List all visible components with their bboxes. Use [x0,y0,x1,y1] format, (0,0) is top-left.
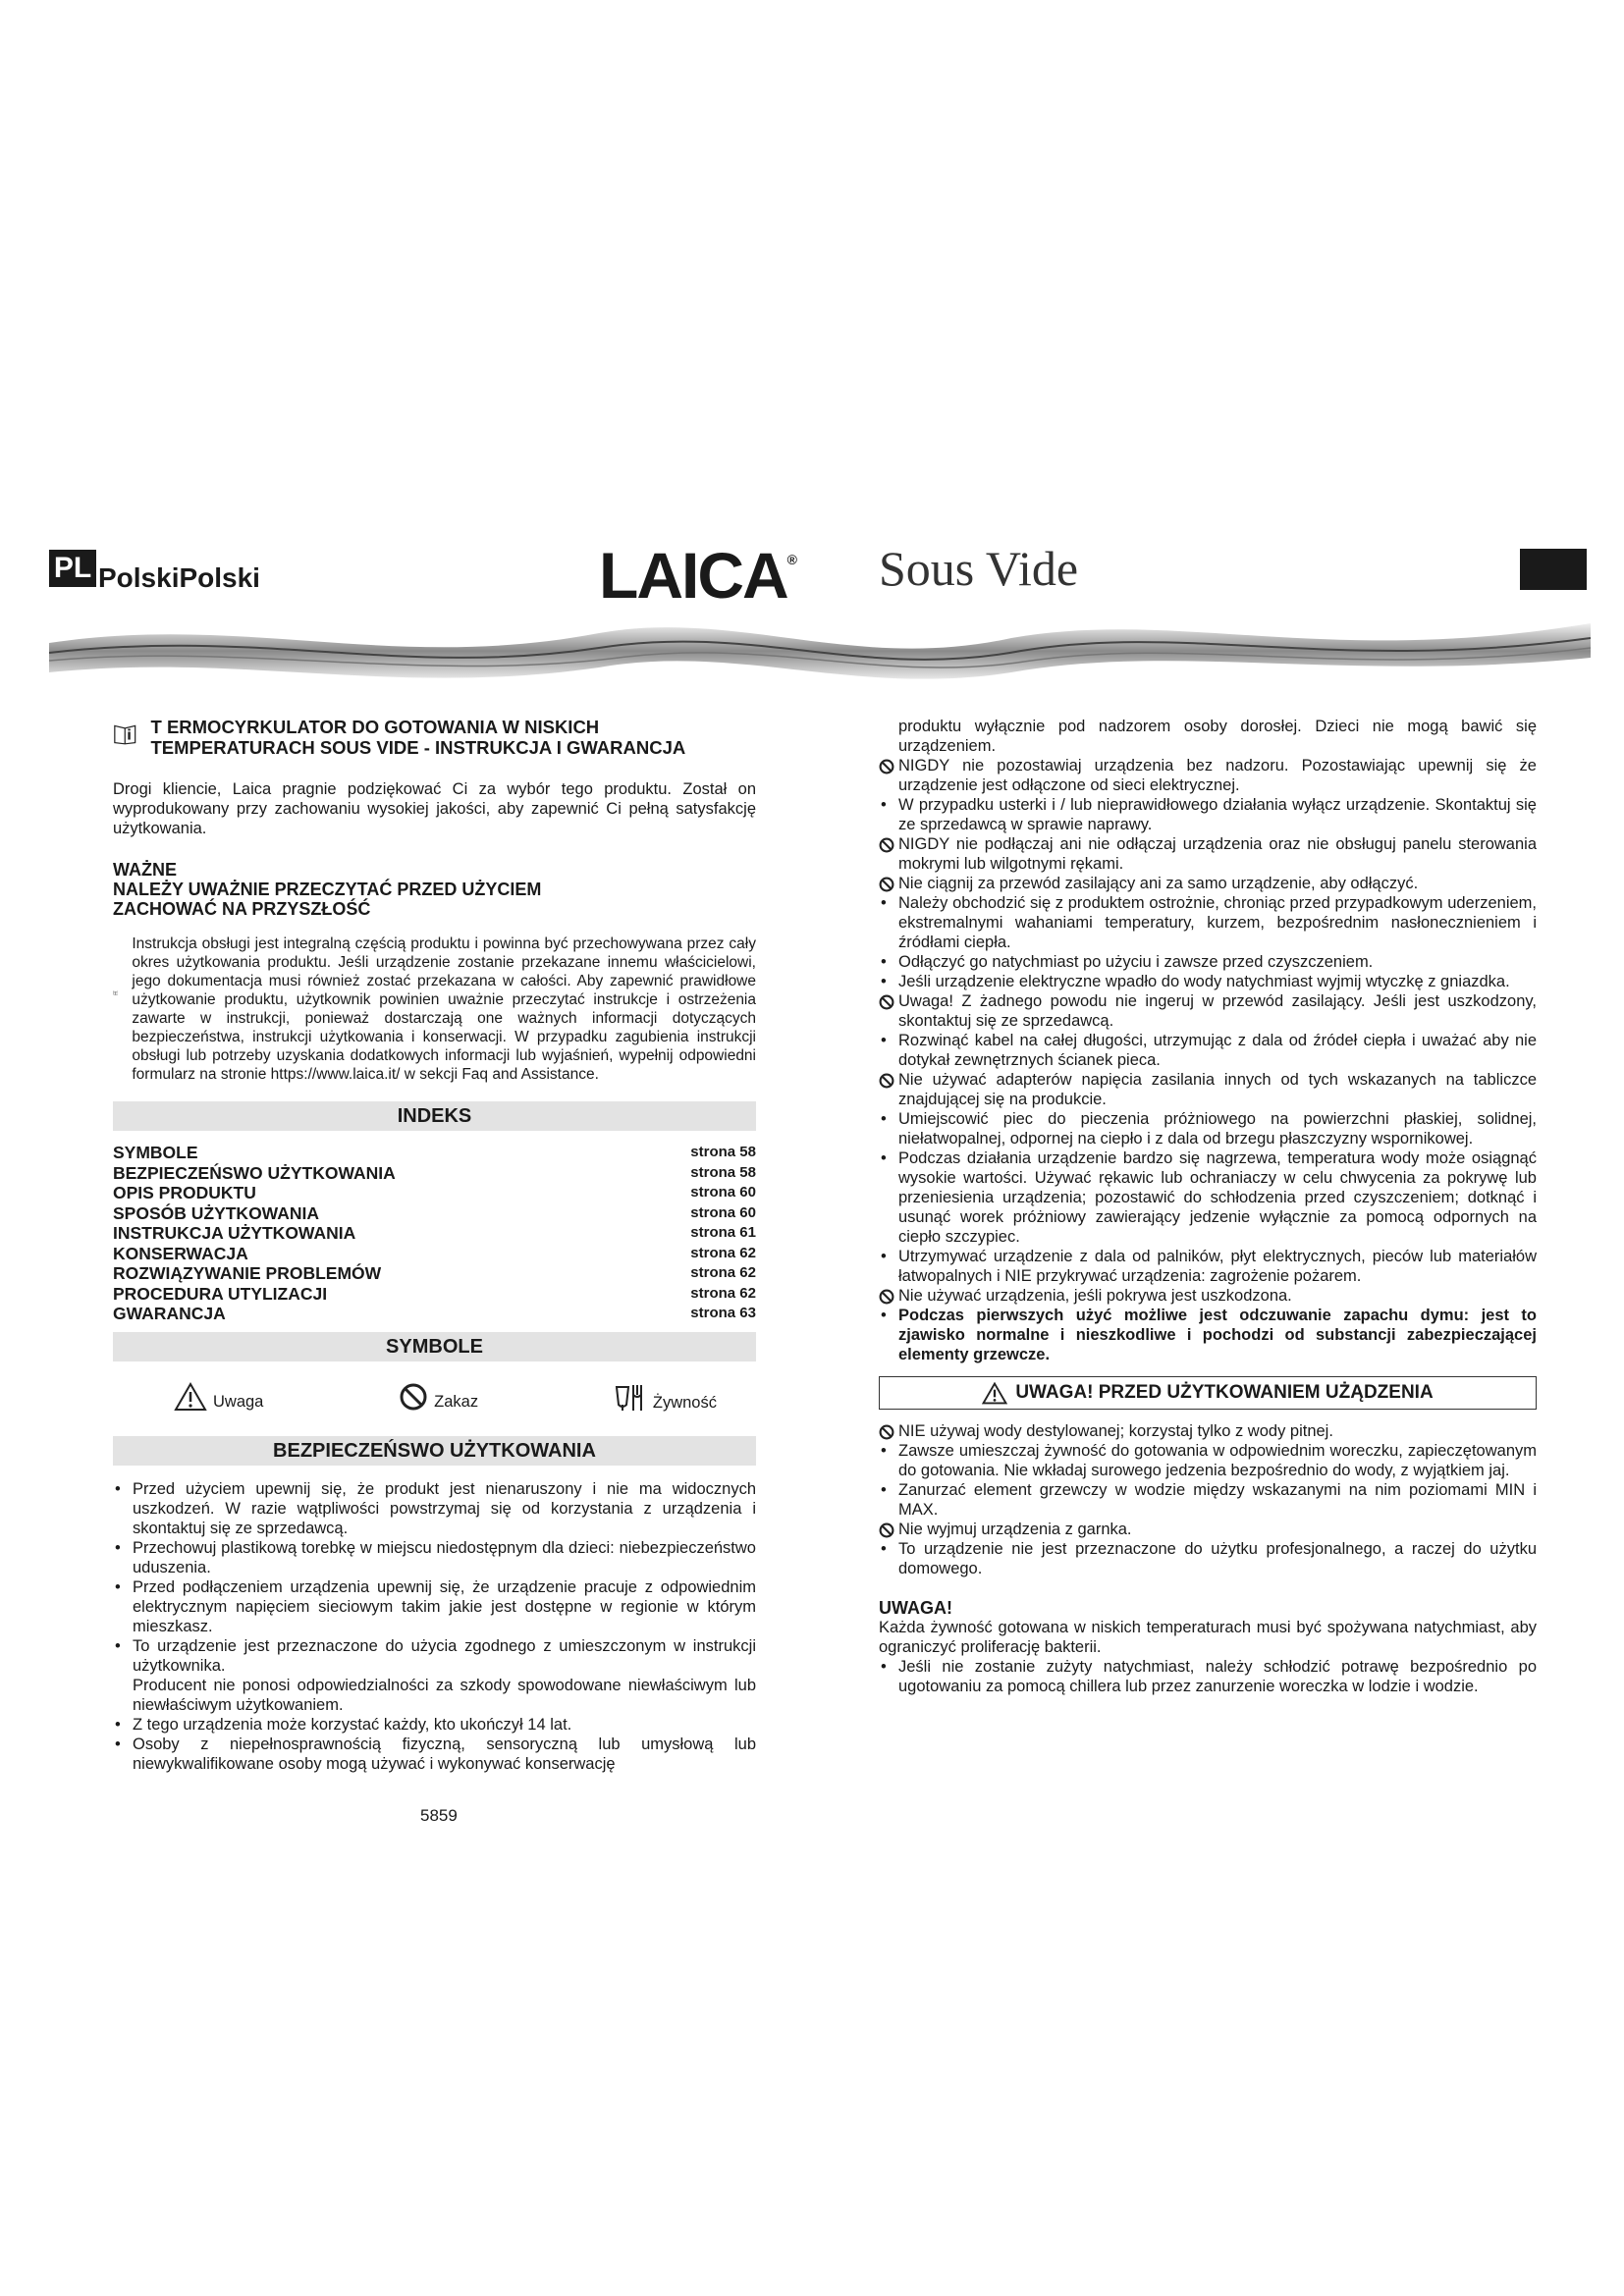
symbol-warning [174,1382,263,1412]
list-item-text: Przed użyciem upewnij się, że produkt jest nienaruszony i nie ma widocznych uszkodzeń. W razie wątpliwości powstrzymaj się od korzystania z urządzenia i skontaktuj się ze sprzedawcą. [133,1479,756,1537]
brand-trademark: ® [786,552,795,567]
bullet-marker: • [115,1577,121,1596]
list-item [879,1031,1537,1070]
list-item [879,1421,1537,1441]
list-item [113,1538,756,1577]
list-item-text: Odłączyć go natychmiast po użyciu i zawsze przed czyszczeniem. [898,953,1374,971]
bullet-marker: • [881,1248,887,1265]
manual-note-text: Instrukcja obsługi jest integralną częścią produktu i powinna być przechowywana przez cały okres użytkowania produktu. Jeśli urządzenie zostanie przekazane innemu właścicielowi, jego dokumentacja musi również zostać przekazana w całości. Aby zapewnić prawidłowe użytkowanie produktu, użytkownik powinien uważnie przeczytać instrukcje i ostrzeżenia zawarte w instrukcji, ponieważ dostarczają one ważnych informacji dotyczących bezpieczeństwa, instrukcji użytkowania i konserwacji. W przypadku zagubienia instrukcji obsługi lub potrzeby uzyskania dodatkowych informacji lub wyjaśnień, wypełnij odpowiedni formularz na stronie https://www.laica.it/ w sekcji Faq and Assistance. [132,935,756,1083]
list-item-text: NIGDY nie podłączaj ani nie odłączaj urządzenia oraz nie obsługuj panelu sterowania mokrymi lub wilgotnymi rękami. [898,835,1537,873]
list-item [879,1286,1537,1306]
water-wave-banner [49,604,1591,682]
safety-heading: BEZPIECZEŃSWO UŻYTKOWANIA [113,1436,756,1466]
list-item-text: Podczas pierwszych użyć możliwe jest odczuwanie zapachu dymu: jest to zjawisko normalne i nieszkodliwe i pochodzi od substancji zabezpieczającej elementy grzewcze. [898,1307,1537,1363]
list-item-text: Umiejscowić piec do pieczenia próżniowego na powierzchni płaskiej, solidnej, niełatwopalnej, odpornej na ciepło i z dala od brzegu płaszczyzny wspornikowej. [898,1110,1537,1148]
note-text: Każda żywność gotowana w niskich temperaturach musi być spożywana natychmiast, aby ograniczyć proliferację bakterii. [879,1619,1537,1656]
right-column [879,717,1537,1696]
page-number: 5859 [420,1806,458,1825]
list-item [113,1636,756,1715]
bullet-marker: • [115,1636,121,1655]
list-item-text: Należy obchodzić się z produktem ostrożnie, chroniąc przed przypadkowym uderzeniem, ekstremalnymi wahaniami temperatury, kurzem, bezpośrednim nasłonecznieniem i źródłami ciepła. [898,894,1537,951]
symbols-row [113,1362,756,1436]
bullet-marker: • [881,953,887,971]
list-item [879,1109,1537,1148]
list-item [113,1715,756,1735]
list-item [879,1539,1537,1578]
index-row-label: OPIS PRODUKTU [113,1183,256,1202]
document-title: T ERMOCYRKULATOR DO GOTOWANIA W NISKICH TEMPERATURACH SOUS VIDE - INSTRUKCJA I GWARANCJA [150,717,686,758]
bullet-marker: • [115,1735,121,1753]
index-row-label: KONSERWACJA [113,1243,248,1263]
prohibited-marker [879,756,896,779]
list-item-text: NIE używaj wody destylowanej; korzystaj tylko z wody pitnej. [898,1422,1333,1440]
symbols-heading: SYMBOLE [113,1332,756,1362]
index-row-page: strona 63 [690,1305,756,1321]
symbol-food-label: Żywność [652,1393,717,1412]
bullet-marker: • [881,796,887,814]
list-item [113,1577,756,1636]
list-item [879,834,1537,874]
prohibited-icon [879,877,894,892]
bullet-marker: • [881,1307,887,1324]
list-item [113,1479,756,1538]
warning-list [879,1421,1537,1578]
index-row-page: strona 60 [690,1203,756,1221]
prohibited-icon [879,1522,894,1538]
prohibited-marker [879,991,896,1015]
list-item-text: NIGDY nie pozostawiaj urządzenia bez nadzoru. Pozostawiając upewnij się że urządzenie jest odłączone od sieci elektrycznej. [898,757,1537,794]
manual-info-icon [113,717,137,752]
list-item-text: Osoby z niepełnosprawnością fizyczną, sensoryczną lub umysłową lub niewykwalifikowane osoby mogą używać i wykonywać konserwację [133,1735,756,1773]
prohibited-icon [879,1073,894,1089]
bullet-marker: • [881,973,887,990]
index-list [113,1143,756,1324]
list-item [879,991,1537,1031]
symbol-prohibited [399,1382,478,1412]
warning-box [879,1376,1537,1410]
index-row-page: strona 62 [690,1264,756,1281]
list-item-text: Rozwinąć kabel na całej długości, utrzymując z dala od źródeł ciepła i uważać aby nie dotykał zewnętrznych ścianek pieca. [898,1032,1537,1069]
index-row [113,1163,756,1184]
list-item-text: Uwaga! Z żadnego powodu nie ingeruj w przewód zasilający. Jeśli jest uszkodzony, skontaktuj się ze sprzedawcą. [898,992,1537,1030]
list-item [879,893,1537,952]
list-item [879,1306,1537,1364]
language-badge: PL [49,550,96,587]
bullet-marker: • [115,1538,121,1557]
index-row-page: strona 62 [690,1244,756,1261]
left-column [113,717,756,1774]
important-heading: WAŻNE NALEŻY UWAŻNIE PRZECZYTAĆ PRZED UŻYCIEM ZACHOWAĆ NA PRZYSZŁOŚĆ [113,860,542,919]
list-item-text: To urządzenie nie jest przeznaczone do użytku profesjonalnego, a raczej do użytku domowego. [898,1540,1537,1577]
symbol-food [614,1381,717,1413]
index-row-label: SPOSÓB UŻYTKOWANIA [113,1202,320,1223]
prohibited-icon [879,1289,894,1305]
safety-list-right [879,717,1537,1364]
list-item-text: Nie używać urządzenia, jeśli pokrywa jest uszkodzona. [898,1287,1292,1305]
list-item [879,1480,1537,1520]
list-item-text: Jeśli urządzenie elektryczne wpadło do wody natychmiast wyjmij wtyczkę z gniazdka. [898,973,1510,990]
list-item-text: Nie ciągnij za przewód zasilający ani za samo urządzenie, aby odłączyć. [898,875,1419,892]
index-row-label: ROZWIĄZYWANIE PROBLEMÓW [113,1263,382,1283]
list-item [879,1247,1537,1286]
prohibited-icon [879,837,894,853]
index-row [113,1183,756,1203]
list-item-text: Nie używać adapterów napięcia zasilania innych od tych wskazanych na tabliczce znajdującej się na produkcie. [898,1071,1537,1108]
list-item [879,1657,1537,1696]
warning-box-label: UWAGA! PRZED UŻYTKOWANIEM UŻĄDZENIA [1015,1382,1434,1403]
greeting-text: Drogi kliencie, Laica pragnie podziękować Ci za wybór tego produktu. Został on wyprodukowany przy zachowaniu wysokiej jakości, aby zapewnić Ci pełną satysfakcję użytkowania. [113,780,756,837]
title-block [113,717,756,758]
index-row [113,1304,756,1324]
safety-list-left [113,1479,756,1774]
list-item [879,972,1537,991]
warning-triangle-icon [174,1382,207,1412]
list-item-text: Zawsze umieszczaj żywność do gotowania w odpowiednim woreczku, zapieczętowanym do gotowania. Nie wkładaj surowego jedzenia bezpośrednio do wody, z wyjątkiem jaj. [898,1442,1537,1479]
bullet-marker: • [115,1715,121,1734]
index-heading: INDEKS [113,1101,756,1131]
bullet-marker: • [881,1032,887,1049]
food-contact-icon [614,1381,647,1413]
open-book-icon [113,934,118,1042]
index-row [113,1203,756,1224]
bullet-marker: • [881,1658,887,1676]
list-item [879,1441,1537,1480]
index-row-label: BEZPIECZEŃSWO UŻYTKOWANIA [113,1162,396,1183]
index-row-page: strona 58 [690,1144,756,1160]
list-item [879,952,1537,972]
list-item-text: Z tego urządzenia może korzystać każdy, kto ukończył 14 lat. [133,1715,572,1734]
brand-name: LAICA [599,539,787,612]
section-tab [1520,549,1587,590]
symbol-warning-label: Uwaga [213,1392,264,1411]
note-heading: UWAGA! [879,1598,952,1618]
prohibited-icon [879,994,894,1010]
list-item-text: Przechowuj plastikową torebkę w miejscu niedostępnym dla dzieci: niebezpieczeństwo uduszenia. [133,1538,756,1576]
list-item [879,795,1537,834]
list-item [879,874,1537,893]
index-row [113,1143,756,1163]
list-item [879,1148,1537,1247]
index-row-page: strona 61 [690,1224,756,1241]
list-item-text: W przypadku usterki i / lub nieprawidłowego działania wyłącz urządzenie. Skontaktuj się ze sprzedawcą w sprawie naprawy. [898,796,1537,833]
index-row-label: SYMBOLE [113,1143,198,1162]
brand-logo [599,538,795,613]
list-item-text: To urządzenie jest przeznaczone do użycia zgodnego z umieszczonym w instrukcji użytkownika. Producent nie ponosi odpowiedzialności za szkody spowodowane niewłaściwym lub niewłaściwym użytkowaniem. [133,1636,756,1714]
bullet-marker: • [881,1110,887,1128]
index-row [113,1284,756,1305]
list-item [879,756,1537,795]
bullet-marker: • [881,1540,887,1558]
prohibited-icon [879,1424,894,1440]
index-row-page: strona 62 [690,1284,756,1302]
bullet-marker: • [881,1481,887,1499]
index-row-label: PROCEDURA UTYLIZACJI [113,1283,328,1304]
symbol-prohibited-label: Zakaz [434,1392,479,1411]
bullet-marker: • [881,1442,887,1460]
index-row-page: strona 58 [690,1163,756,1181]
list-item-text: produktu wyłącznie pod nadzorem osoby dorosłej. Dzieci nie mogą bawić się urządzeniem. [898,718,1537,755]
prohibited-icon [879,759,894,774]
prohibited-marker [879,834,896,858]
index-row-label: GWARANCJA [113,1304,226,1323]
index-row [113,1244,756,1264]
warning-triangle-icon [982,1382,1007,1405]
prohibited-icon [399,1382,428,1412]
list-item-text: Jeśli nie zostanie zużyty natychmiast, należy schłodzić potrawę bezpośrednio po ugotowaniu za pomocą chillera lub przez zanurzenie woreczka w lodzie i wodzie. [898,1658,1537,1695]
list-item-text: Utrzymywać urządzenie z dala od palników, płyt elektrycznych, pieców lub materiałów łatwopalnych i NIE przykrywać urządzenia: zagrożenie pożarem. [898,1248,1537,1285]
list-item [879,717,1537,756]
list-item-text: Podczas działania urządzenie bardzo się nagrzewa, temperatura wody może osiągnąć wysokie wartości. Używać rękawic lub ochraniaczy w celu chwycenia za pokrywę lub przeniesienia urządzenia; pozostawić do schłodzenia przed czyszczeniem; dotknąć i usunąć worek próżniowy zawierający jedzenie wyłącznie za pomocą odpornych na ciepło szczypiec. [898,1149,1537,1246]
note-list [879,1657,1537,1696]
list-item-text: Zanurzać element grzewczy w wodzie między wskazanymi na nim poziomami MIN i MAX. [898,1481,1537,1519]
index-row [113,1263,756,1284]
language-label: PolskiPolski [98,562,260,593]
index-row [113,1223,756,1244]
list-item [879,1520,1537,1539]
product-logo: Sous Vide [879,541,1079,596]
bullet-marker: • [881,1149,887,1167]
list-item-text: Przed podłączeniem urządzenia upewnij się, że urządzenie pracuje z odpowiednim elektrycznym napięciem sieciowym takim jakie jest dostępne w regionie w którym mieszkasz. [133,1577,756,1635]
index-row-label: INSTRUKCJA UŻYTKOWANIA [113,1223,356,1243]
list-item-text: Nie wyjmuj urządzenia z garnka. [898,1521,1132,1538]
list-item [113,1735,756,1774]
index-row-page: strona 60 [690,1184,756,1201]
prohibited-marker [879,1070,896,1094]
manual-note-block [113,934,756,1084]
list-item [879,1070,1537,1109]
bullet-marker: • [881,894,887,912]
bullet-marker: • [115,1479,121,1498]
